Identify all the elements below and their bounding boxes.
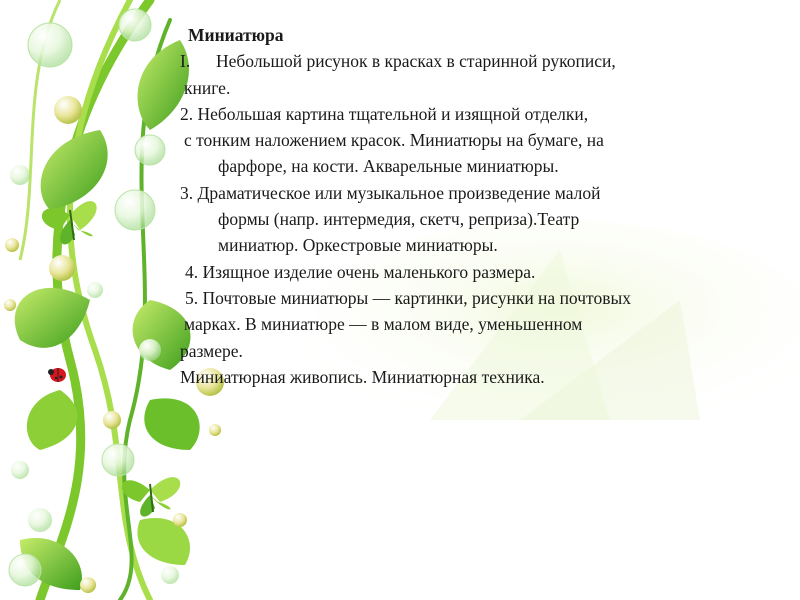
item-2-line-1: 2. Небольшая картина тщательной и изящной отделки,: [180, 103, 589, 124]
bubble: [80, 577, 96, 593]
item-3-line-3: миниатюр. Оркестровые миниатюры.: [218, 235, 498, 256]
item-1-line-2: книге.: [184, 77, 231, 98]
bubble: [28, 23, 72, 67]
slide-text: [180, 22, 780, 390]
bubble: [28, 508, 52, 532]
bubble: [139, 339, 161, 361]
bubble: [54, 96, 82, 124]
bubble: [103, 411, 121, 429]
bubble: [5, 238, 19, 252]
item-3-line-1: 3. Драматическое или музыкальное произведение малой: [180, 182, 601, 203]
bubble: [173, 513, 187, 527]
item-5-line-2: марках. В миниатюре — в малом виде, уменьшенном: [184, 314, 583, 335]
item-5-line-3: размере.: [180, 340, 243, 361]
bubble: [87, 282, 103, 298]
bubble: [102, 444, 134, 476]
bubble: [161, 566, 179, 584]
item-4-line-1: 4. Изящное изделие очень маленького размера.: [185, 261, 536, 282]
bubble: [11, 461, 29, 479]
list-item-1: [180, 48, 780, 74]
slide-title: Миниатюра: [188, 25, 284, 45]
item-5-line-1: 5. Почтовые миниатюры — картинки, рисунки на почтовых: [185, 287, 631, 308]
bubble: [119, 9, 151, 41]
item-2-line-2: с тонким наложением красок. Миниатюры на бумаге, на: [184, 130, 604, 151]
bubble: [135, 135, 165, 165]
bubble: [4, 299, 16, 311]
bubble: [9, 554, 41, 586]
item-1-line-1: Небольшой рисунок в красках в старинной рукописи,: [216, 51, 616, 72]
bubble: [10, 165, 30, 185]
item-2-line-3: фарфоре, на кости. Акварельные миниатюры.: [218, 156, 559, 177]
butterfly-icon: [122, 477, 180, 517]
leaf: [27, 390, 78, 450]
leaf: [144, 398, 199, 450]
leaf: [15, 288, 90, 348]
list-marker: I.: [180, 51, 191, 72]
bubble: [49, 255, 75, 281]
leaf: [41, 130, 108, 210]
item-3-line-2: формы (напр. интермедия, скетч, реприза).Театр: [218, 209, 580, 230]
bubble: [209, 424, 221, 436]
ladybug-icon: [48, 368, 66, 382]
bubble: [115, 190, 155, 230]
closing-line: Миниатюрная живопись. Миниатюрная техника.: [180, 366, 545, 387]
